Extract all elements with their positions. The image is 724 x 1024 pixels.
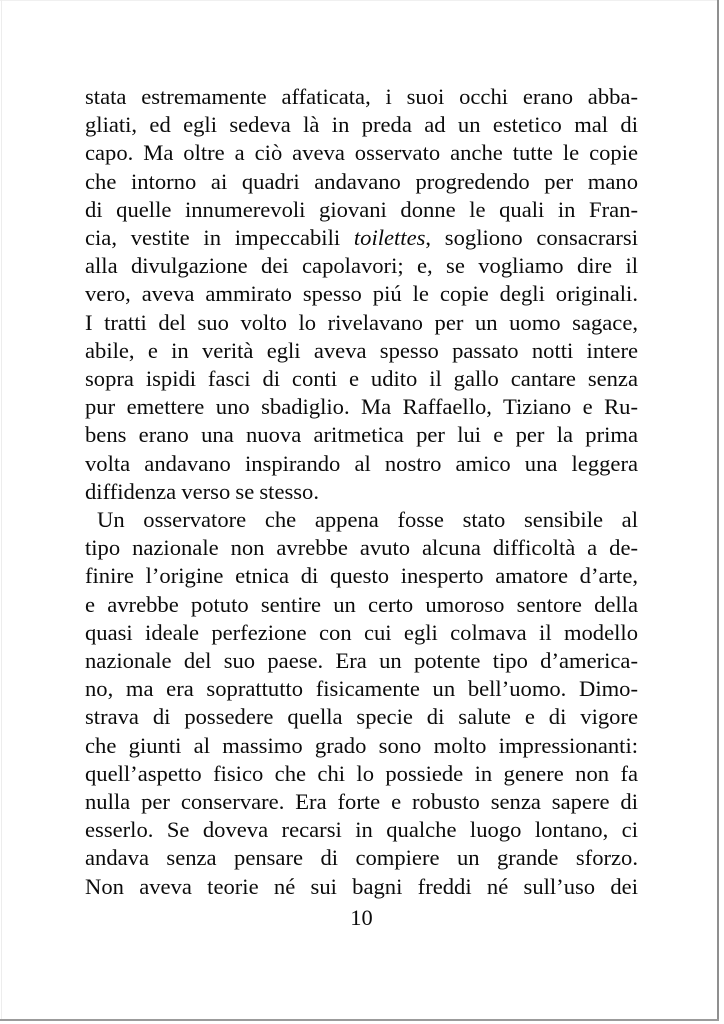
text-segment: tipo nazionale non avrebbe avuto alcuna difficoltà a de- [85, 535, 638, 561]
text-line [85, 280, 638, 308]
text-segment: abile, e in verità egli aveva spesso passato notti intere [85, 337, 638, 363]
text-segment: stata estremamente affaticata, i suoi occhi erano abba- [85, 84, 638, 109]
text-line [85, 224, 638, 252]
italic-text: toilettes [353, 225, 426, 251]
text-line [85, 591, 638, 619]
page-edge-top [0, 0, 718, 1]
text-line [85, 83, 638, 111]
text-segment: vero, aveva ammirato spesso piú le copie degli originali. [85, 281, 638, 307]
text-segment: quasi ideale perfezione con cui egli colmava il modello [85, 619, 638, 645]
page-edge-right [717, 0, 719, 1021]
text-segment: no, ma era soprattutto fisicamente un bell’uomo. Dimo- [85, 676, 638, 702]
text-line [85, 844, 638, 872]
text-segment: gliati, ed egli sedeva là in preda ad un estetico mal di [85, 112, 638, 138]
page-edge-left [1, 0, 2, 1021]
text-segment: esserlo. Se doveva recarsi in qualche luogo lontano, ci [85, 817, 638, 843]
text-segment: diffidenza verso se stesso. [85, 478, 320, 504]
text-segment: , sogliono consacrarsi [425, 225, 638, 251]
text-line [85, 309, 638, 337]
text-segment: finire l’origine etnica di questo inesperto amatore d’arte, [85, 563, 638, 589]
text-line [85, 365, 638, 393]
text-line [85, 252, 638, 280]
text-line [85, 450, 638, 478]
page-edge-bottom [0, 1019, 719, 1021]
page-number: 10 [350, 905, 373, 930]
text-segment: quell’aspetto fisico che chi lo possiede in genere non fa [85, 760, 638, 786]
text-line [85, 562, 638, 590]
text-segment: che giunti al massimo grado sono molto impressionanti: [85, 732, 638, 758]
text-line [85, 111, 638, 139]
text-line [85, 816, 638, 844]
text-segment: volta andavano inspirando al nostro amico una leggera [85, 450, 638, 476]
text-segment: nazionale del suo paese. Era un potente tipo d’america- [85, 648, 638, 674]
text-line [85, 478, 638, 506]
text-line [85, 168, 638, 196]
text-line [85, 506, 638, 534]
text-segment: nulla per conservare. Era forte e robusto senza sapere di [85, 789, 638, 815]
text-line [85, 788, 638, 816]
text-segment: I tratti del suo volto lo rivelavano per un uomo sagace, [85, 309, 638, 335]
paragraph [85, 506, 638, 901]
text-segment: sopra ispidi fasci di conti e udito il gallo cantare senza [85, 366, 638, 392]
text-segment: strava di possedere quella specie di salute e di vigore [85, 704, 638, 730]
text-line [85, 760, 638, 788]
text-segment: andava senza pensare di compiere un grande sforzo. [85, 845, 638, 871]
text-segment: che intorno ai quadri andavano progredendo per mano [85, 168, 638, 194]
text-line [85, 619, 638, 647]
text-line [85, 732, 638, 760]
text-segment: Non aveva teorie né sui bagni freddi né sull’uso dei [85, 873, 638, 899]
text-line [85, 393, 638, 421]
text-segment: alla divulgazione dei capolavori; e, se vogliamo dire il [85, 253, 638, 279]
text-segment: cia, vestite in impeccabili [85, 225, 354, 251]
text-segment: di quelle innumerevoli giovani donne le quali in Fran- [85, 196, 638, 222]
text-segment: pur emettere uno sbadiglio. Ma Raffaello, Tiziano e Ru- [85, 394, 638, 420]
text-block [85, 83, 638, 901]
text-segment: e avrebbe potuto sentire un certo umoroso sentore della [85, 591, 638, 617]
text-line [85, 703, 638, 731]
text-segment: Un osservatore che appena fosse stato sensibile al [97, 507, 638, 533]
text-line [85, 421, 638, 449]
text-line [85, 647, 638, 675]
text-line [85, 675, 638, 703]
text-line [85, 196, 638, 224]
paragraph [85, 83, 638, 506]
text-line [85, 139, 638, 167]
text-line [85, 534, 638, 562]
text-line [85, 337, 638, 365]
text-line [85, 873, 638, 901]
text-segment: bens erano una nuova aritmetica per lui e per la prima [85, 422, 638, 448]
text-segment: capo. Ma oltre a ciò aveva osservato anche tutte le copie [85, 140, 638, 166]
